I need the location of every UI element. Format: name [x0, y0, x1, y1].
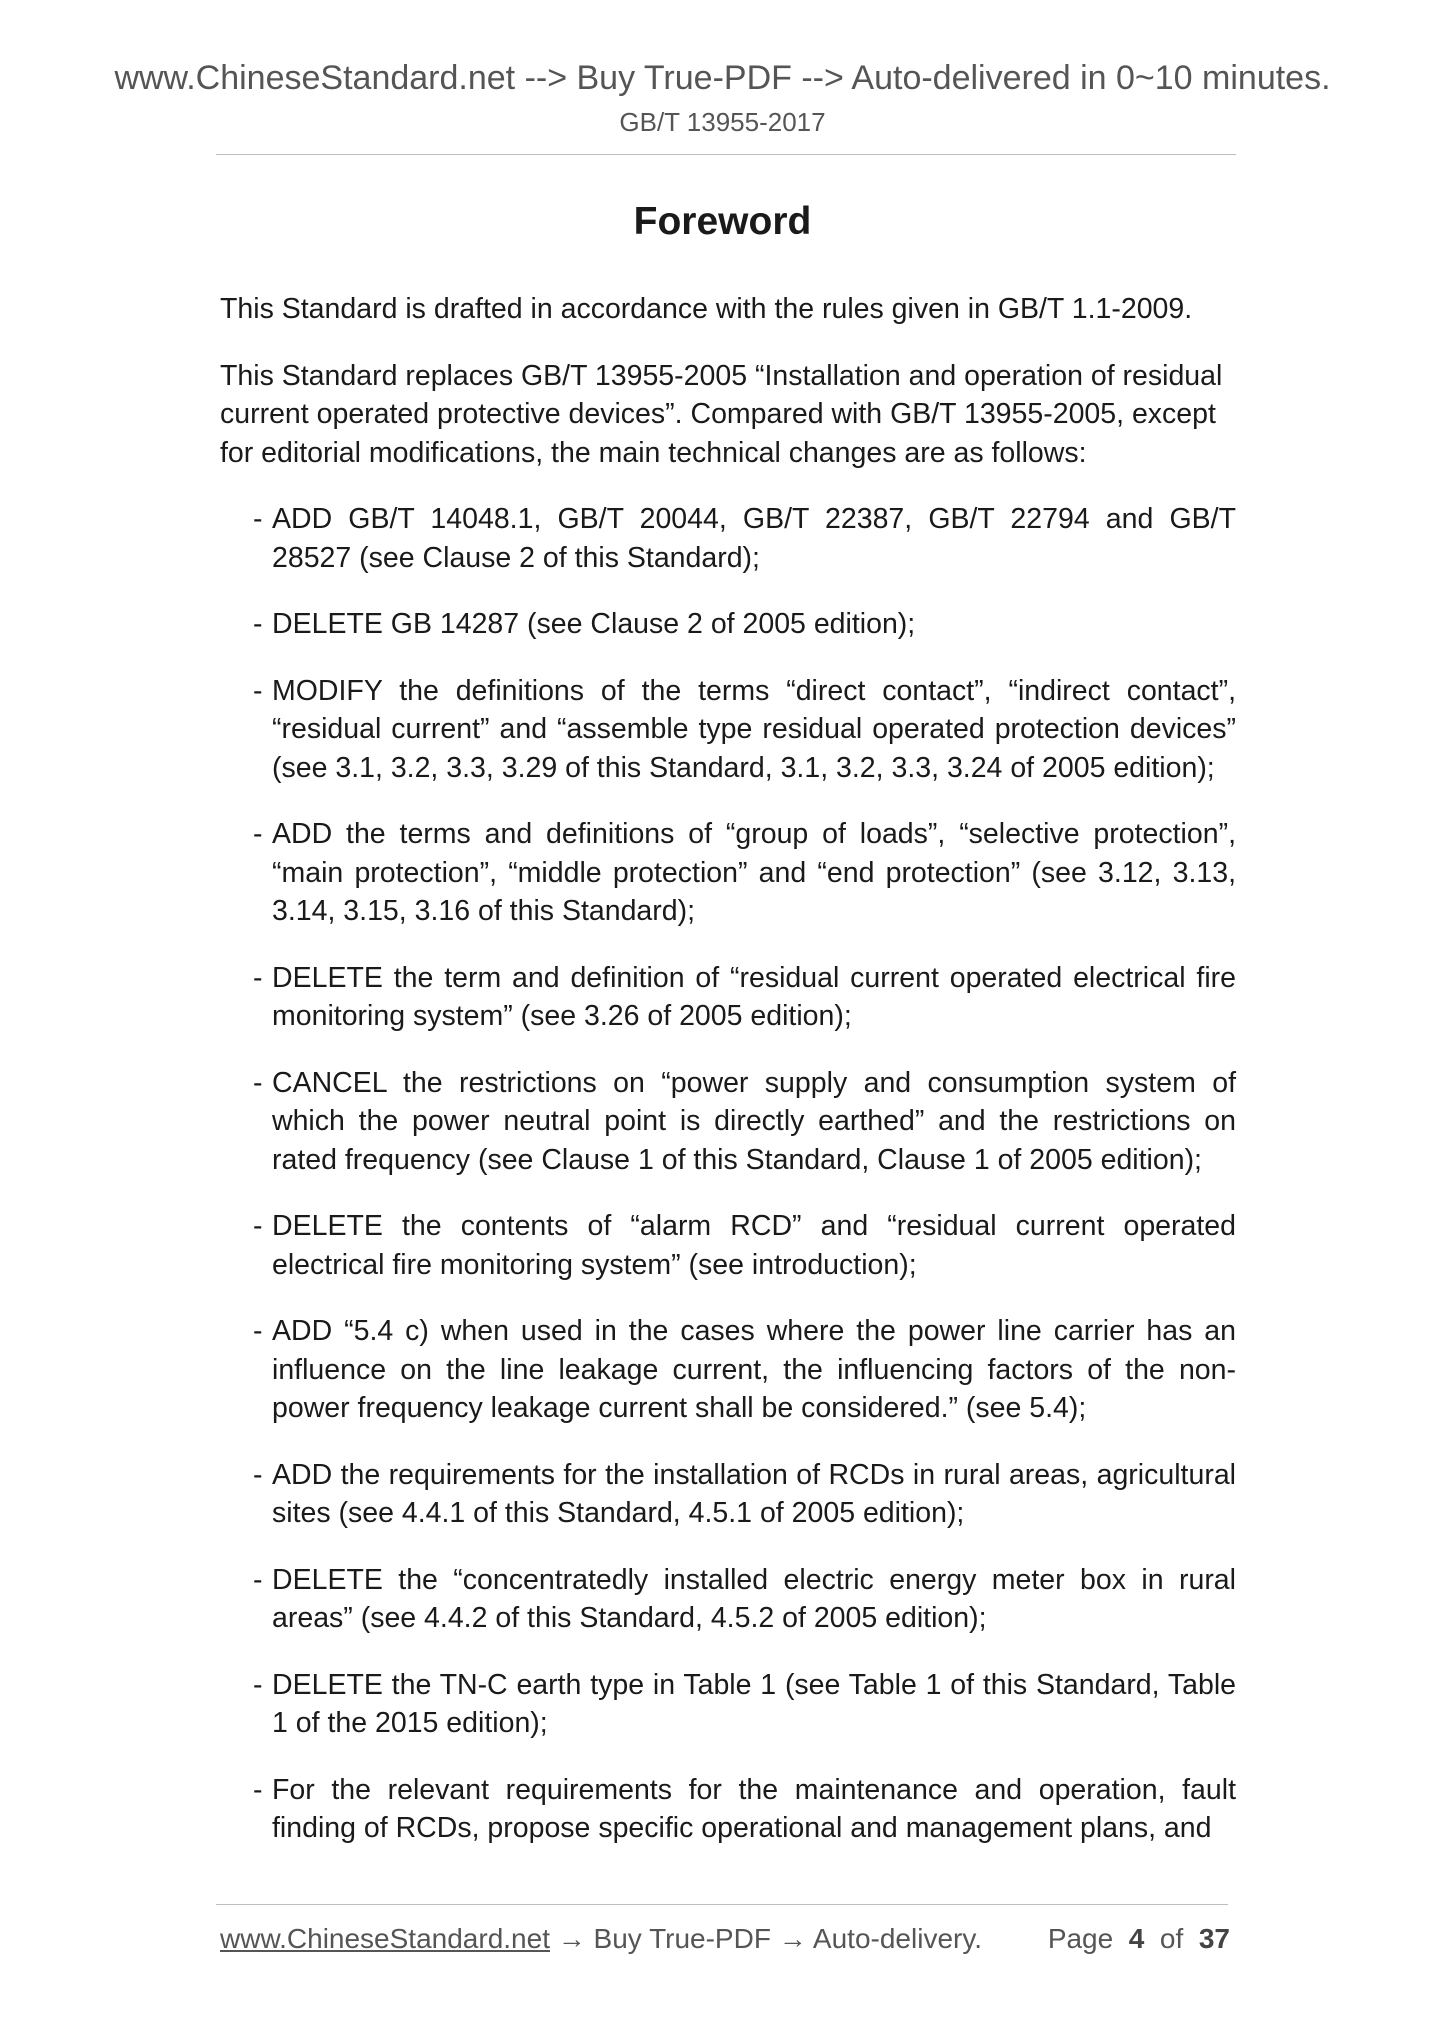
page-indicator [1048, 1920, 1230, 1958]
change-item-text: ADD “5.4 c) when used in the cases where the power line carrier has an influence on the line leakage current, the influencing factors of the non-power frequency leakage current shall be considered.” (see 5.4); [272, 1315, 1236, 1424]
header-banner: www.ChineseStandard.net --> Buy True-PDF --> Auto-delivered in 0~10 minutes. [114, 59, 1331, 97]
technical-changes-list [220, 500, 1236, 1848]
change-item-text: DELETE the TN-C earth type in Table 1 (see Table 1 of this Standard, Table 1 of the 2015 edition); [272, 1668, 1236, 1739]
change-item [220, 1312, 1236, 1428]
header-standard-code: GB/T 13955-2017 [619, 107, 826, 137]
footer-divider [216, 1904, 1228, 1905]
page-footer [220, 1920, 1230, 1958]
change-item [220, 1064, 1236, 1180]
change-item [220, 1666, 1236, 1743]
bullet-dash: - [253, 1773, 263, 1806]
bullet-dash: - [253, 674, 263, 707]
header-divider [216, 154, 1236, 155]
change-item [220, 672, 1236, 788]
change-item-text: ADD the terms and definitions of “group of loads”, “selective protection”, “main protection”, “middle protection” and “end protection” (see 3.12, 3.13, 3.14, 3.15, 3.16 of this Standard); [272, 818, 1236, 927]
paragraph-drafting-rules: This Standard is drafted in accordance with the rules given in GB/T 1.1-2009. [220, 293, 1193, 325]
bullet-dash: - [253, 503, 263, 535]
page-current: 4 [1128, 1923, 1145, 1954]
change-item [220, 1456, 1236, 1533]
change-item [220, 1771, 1236, 1848]
change-item-text: CANCEL the restrictions on “power supply and consumption system of which the power neutral point is directly earthed” and the restrictions on rated frequency (see Clause 1 of this Standard, Clause 1 of 2005 edition); [272, 1066, 1236, 1176]
page-word: Page [1047, 1923, 1114, 1954]
bullet-dash: - [253, 818, 263, 850]
change-item-text: ADD GB/T 14048.1, GB/T 20044, GB/T 22387, GB/T 22794 and GB/T 28527 (see Clause 2 of this Standard); [272, 503, 1236, 574]
page-title: Foreword [633, 200, 812, 243]
change-item [220, 500, 1236, 577]
change-item-text: DELETE the “concentratedly installed electric energy meter box in rural areas” (see 4.4.2 of this Standard, 4.5.2 of 2005 edition); [272, 1563, 1236, 1634]
change-item-text: ADD the requirements for the installation of RCDs in rural areas, agricultural sites (see 4.4.1 of this Standard, 4.5.1 of 2005 edition); [272, 1458, 1236, 1529]
of-word: of [1159, 1923, 1184, 1954]
page-header [0, 56, 1445, 140]
change-item [220, 605, 1236, 644]
footer-site-link[interactable]: www.ChineseStandard.net [220, 1923, 550, 1954]
change-item-text: DELETE the contents of “alarm RCD” and “residual current operated electrical fire monitoring system” (see introduction); [272, 1210, 1236, 1281]
bullet-dash: - [253, 608, 263, 640]
change-item [220, 815, 1236, 931]
change-item [220, 959, 1236, 1036]
document-body [220, 290, 1236, 1876]
footer-tagline: → Buy True-PDF → Auto-delivery. [549, 1923, 983, 1954]
change-item-text: DELETE GB 14287 (see Clause 2 of 2005 edition); [272, 608, 916, 640]
change-item-text: For the relevant requirements for the maintenance and operation, fault finding of RCDs, propose specific operational and management plans, and [272, 1773, 1236, 1844]
change-item [220, 1207, 1236, 1284]
paragraph-replacement-note: This Standard replaces GB/T 13955-2005 “Installation and operation of residual current operated protective devices”. Compared with GB/T 13955-2005, except for editorial modifications, the main technical changes are as follows: [220, 359, 1223, 469]
bullet-dash: - [253, 1210, 263, 1242]
bullet-dash: - [253, 1668, 263, 1701]
bullet-dash: - [253, 1563, 263, 1596]
page-total: 37 [1198, 1923, 1230, 1954]
bullet-dash: - [253, 1066, 263, 1099]
bullet-dash: - [253, 961, 263, 994]
change-item-text: MODIFY the definitions of the terms “direct contact”, “indirect contact”, “residual current” and “assemble type residual operated protection devices” (see 3.1, 3.2, 3.3, 3.29 of this Standard, 3.1, 3.2, 3.3, 3.24 of 2005 edition); [272, 674, 1236, 784]
change-item-text: DELETE the term and definition of “residual current operated electrical fire monitoring system” (see 3.26 of 2005 edition); [272, 961, 1236, 1032]
bullet-dash: - [253, 1315, 263, 1347]
footer-left [220, 1923, 982, 1954]
bullet-dash: - [253, 1458, 263, 1491]
change-item [220, 1561, 1236, 1638]
